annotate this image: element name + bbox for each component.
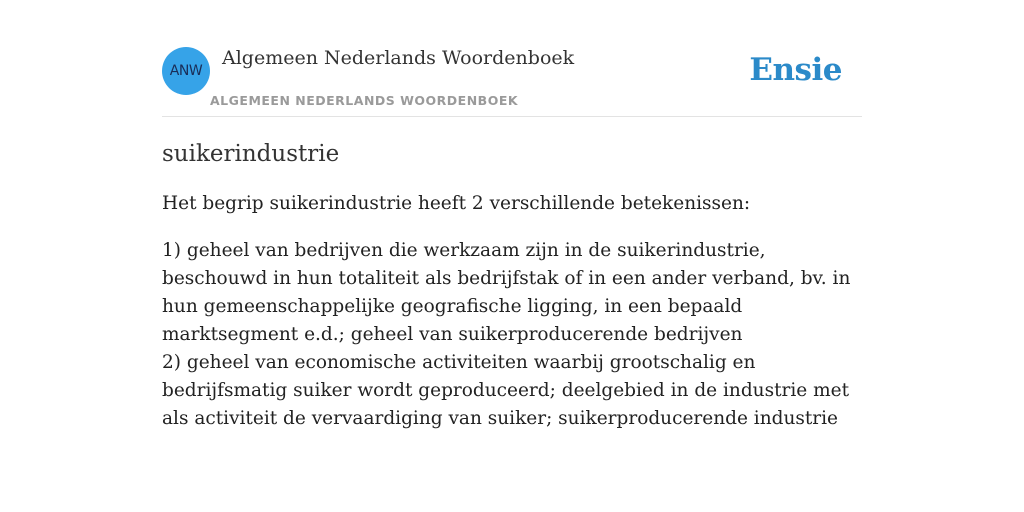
ensie-brand-logo[interactable]: Ensie: [749, 52, 842, 88]
logo-text: ANW: [169, 63, 203, 79]
entry-term: suikerindustrie: [162, 141, 340, 167]
source-header: [162, 0, 862, 117]
meaning-1: 1) geheel van bedrijven die werkzaam zijn in de suikerindustrie, beschouwd in hun totaliteit als bedrijfstak of in een ander verband, bv. in hun gemeenschappelijke geografische ligging, in een bepaald marktsegment e.d.; geheel van suikerproducerende bedrijven: [162, 240, 851, 345]
meaning-2: 2) geheel van economische activiteiten waarbij grootschalig en bedrijfsmatig suiker wordt geproduceerd; deelgebied in de industrie met als activiteit de vervaardiging van suiker; suikerproducerende industrie: [162, 352, 850, 429]
source-title[interactable]: Algemeen Nederlands Woordenboek: [222, 47, 575, 69]
entry-content: [162, 138, 862, 433]
anw-logo[interactable]: [162, 47, 210, 95]
source-subtitle: ALGEMEEN NEDERLANDS WOORDENBOEK: [210, 93, 519, 108]
entry-intro: Het begrip suikerindustrie heeft 2 verschillende betekenissen:: [162, 193, 751, 214]
